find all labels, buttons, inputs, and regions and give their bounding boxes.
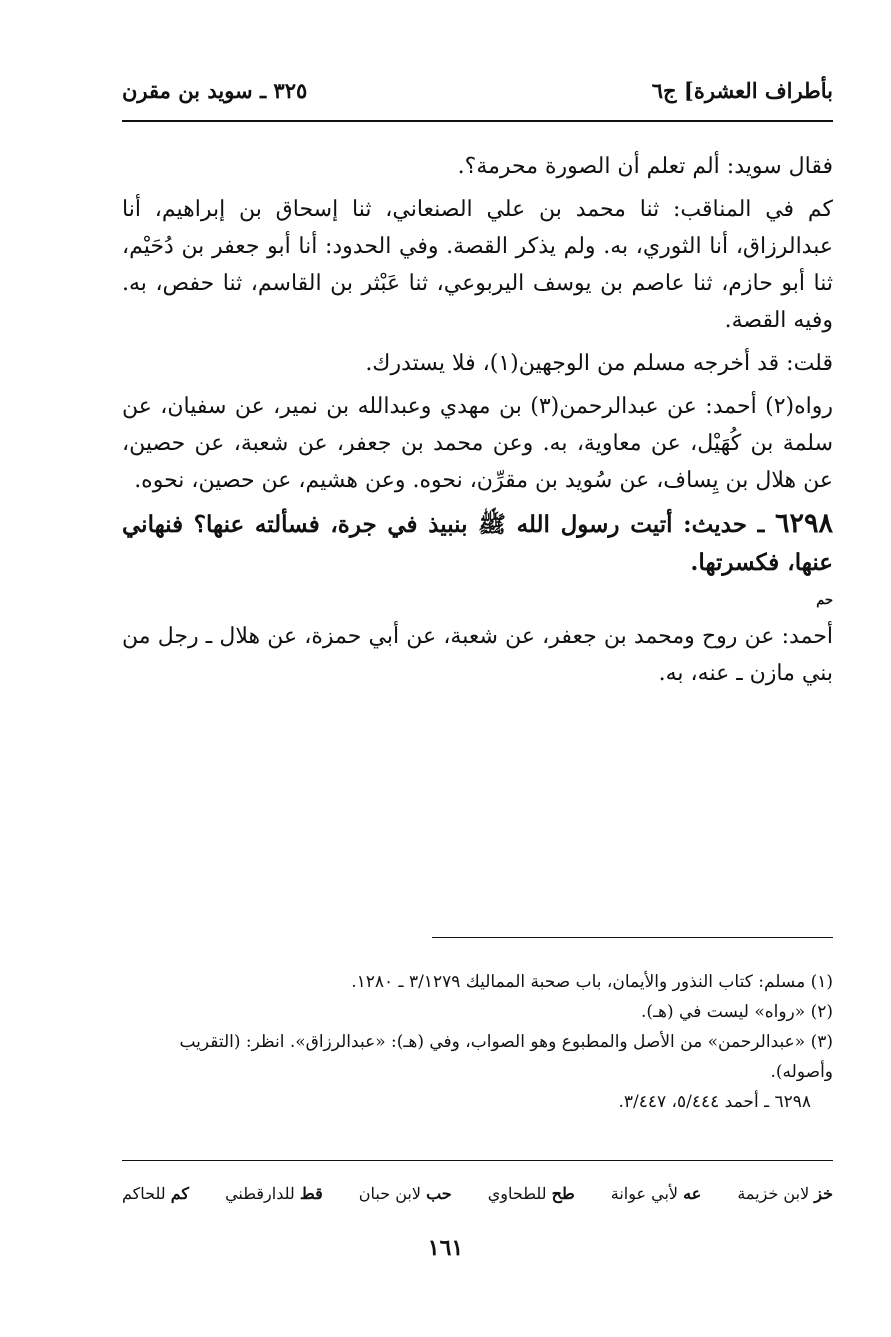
footer-abbr-name: للطحاوي — [487, 1183, 547, 1203]
hadith-number: ٦٢٩٨ — [774, 508, 833, 539]
paragraph-5: أحمد: عن روح ومحمد بن جعفر، عن شعبة، عن أبي حمزة، عن هلال ـ رجل من بني مازن ـ عنه، به. — [122, 624, 833, 686]
footer-abbr-item — [122, 1184, 189, 1203]
footnote-1: (١) مسلم: كتاب النذور والأيمان، باب صحبة المماليك ٣/١٢٧٩ ـ ١٢٨٠. — [351, 972, 833, 992]
main-text — [122, 148, 833, 698]
header-book-title: بأطراف العشرة] ج٦ — [651, 77, 833, 103]
hadith-references: ٦٢٩٨ ـ أحمد ٥/٤٤٤، ٣/٤٤٧. — [618, 1092, 811, 1112]
footer-abbr-item — [225, 1184, 323, 1203]
footer-abbr-item — [737, 1184, 833, 1203]
footer-abbr-name: للدارقطني — [225, 1183, 295, 1203]
header-section-title: ٣٢٥ ـ سويد بن مقرن — [122, 77, 308, 103]
footer-abbr-item — [359, 1184, 452, 1203]
footer-abbr-name: لابن حبان — [358, 1183, 421, 1203]
footer-rule — [122, 1160, 833, 1161]
page-number: ١٦١ — [427, 1235, 464, 1261]
footnotes — [122, 967, 833, 1117]
header-rule — [122, 120, 833, 122]
running-header — [122, 70, 833, 110]
footer-abbr: قط — [299, 1183, 323, 1203]
abbreviations-footer — [122, 1178, 833, 1208]
footnote-separator — [432, 937, 833, 938]
footer-abbr: خز — [814, 1183, 833, 1203]
hadith-text: ـ حديث: أتيت رسول الله ﷺ بنبيذ في جرة، فسألته عنها؟ فنهاني عنها، فكسرتها. — [122, 511, 833, 576]
paragraph-1: فقال سويد: ألم تعلم أن الصورة محرمة؟. — [457, 154, 833, 179]
footer-abbr: طح — [551, 1183, 575, 1203]
paragraph-3: قلت: قد أخرجه مسلم من الوجهين(١)، فلا يستدرك. — [365, 351, 833, 376]
footer-abbr-name: لابن خزيمة — [737, 1183, 810, 1203]
paragraph-4: رواه(٢) أحمد: عن عبدالرحمن(٣) بن مهدي وعبدالله بن نمير، عن سفيان، عن سلمة بن كُهَيْل، عن معاوية، به. وعن محمد بن جعفر، عن شعبة، عن حصين، عن هلال بن يِساف، عن سُويد بن مقرِّن، نحوه. وعن هشيم، عن حصين، نحوه. — [122, 394, 834, 493]
paragraph-2: كم في المناقب: ثنا محمد بن علي الصنعاني، ثنا إسحاق بن إبراهيم، أنا عبدالرزاق، أنا الثوري، به. ولم يذكر القصة. وفي الحدود: أنا أبو جعفر بن دُحَيْم، ثنا أبو حازم، ثنا عاصم بن يوسف اليربوعي، ثنا عَبْثر بن القاسم، ثنا حفص، به. وفيه القصة. — [122, 197, 833, 333]
footer-abbr-name: للحاكم — [122, 1183, 166, 1203]
footnote-2: (٢) «رواه» ليست في (هـ). — [641, 1002, 833, 1022]
footer-abbr: عه — [683, 1183, 702, 1203]
footer-abbr-item — [611, 1184, 702, 1203]
footer-abbr-name: لأبي عوانة — [610, 1183, 679, 1203]
footer-abbr-item — [488, 1184, 575, 1203]
footer-abbr: حب — [426, 1183, 452, 1203]
footer-abbr: كم — [170, 1183, 190, 1203]
footnote-3: (٣) «عبدالرحمن» من الأصل والمطبوع وهو الصواب، وفي (هـ): «عبدالرزاق». انظر: (التقريب وأصوله). — [179, 1032, 833, 1082]
hadith-source-marker: حم — [816, 593, 833, 608]
hadith-heading — [122, 505, 833, 620]
